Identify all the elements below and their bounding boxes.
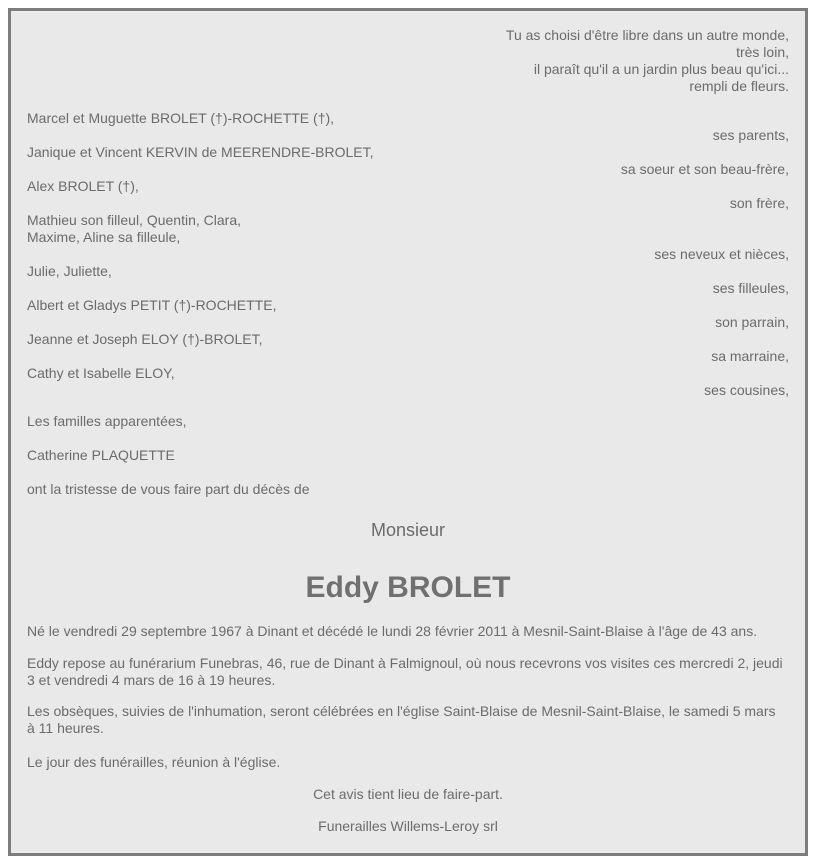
birth-death-paragraph: Né le vendredi 29 septembre 1967 à Dinant et décédé le lundi 28 février 2011 à Mesnil-Saint-Blaise à l'âge de 43 ans.	[27, 623, 758, 639]
notice-text: Cet avis tient lieu de faire-part.	[313, 786, 503, 802]
family-names: Julie, Juliette,	[27, 263, 112, 279]
family-relation: ses cousines,	[704, 382, 789, 398]
poem-line: Tu as choisi d'être libre dans un autre monde,	[505, 27, 789, 43]
funeral-paragraph: Les obsèques, suivies de l'inhumation, seront célébrées en l'église Saint-Blaise de Mesnil-Saint-Blaise, le samedi 5 mars à 11 heures.	[27, 703, 776, 736]
friend-name: Catherine PLAQUETTE	[27, 447, 175, 463]
obituary-card	[8, 8, 808, 856]
family-names: Cathy et Isabelle ELOY,	[27, 365, 175, 381]
family-relation: sa soeur et son beau-frère,	[620, 161, 789, 177]
deceased-title: Monsieur	[370, 520, 446, 540]
poem-line: très loin,	[736, 44, 789, 60]
family-names: Maxime, Aline sa filleule,	[27, 229, 181, 245]
deceased-name: Eddy BROLET	[305, 571, 511, 604]
family-relation: son parrain,	[715, 314, 789, 330]
poem-line: il paraît qu'il a un jardin plus beau qu'ici...	[533, 61, 789, 77]
family-relation: ses parents,	[712, 127, 789, 143]
family-names: Jeanne et Joseph ELOY (†)-BROLET,	[27, 331, 263, 347]
funeral-home-name: Funerailles Willems-Leroy srl	[318, 818, 498, 834]
family-names: Albert et Gladys PETIT (†)-ROCHETTE,	[27, 297, 277, 313]
visits-paragraph: Eddy repose au funérarium Funebras, 46, rue de Dinant à Falmignoul, où nous recevrons vos visites ces mercredi 2, jeudi 3 et vendredi 4 mars de 16 à 19 heures.	[27, 655, 783, 688]
family-names: Marcel et Muguette BROLET (†)-ROCHETTE (†),	[27, 110, 335, 126]
poem-line: rempli de fleurs.	[689, 78, 789, 94]
extended-family: Les familles apparentées,	[27, 413, 187, 429]
family-relation: sa marraine,	[711, 348, 789, 364]
family-relation: ses neveux et nièces,	[654, 246, 789, 262]
family-names: Alex BROLET (†),	[27, 178, 139, 194]
family-names: Mathieu son filleul, Quentin, Clara,	[27, 212, 241, 228]
family-relation: son frère,	[729, 195, 789, 211]
announcement-text: ont la tristesse de vous faire part du décès de	[27, 481, 310, 497]
family-names: Janique et Vincent KERVIN de MEERENDRE-BROLET,	[27, 144, 374, 160]
meeting-paragraph: Le jour des funérailles, réunion à l'église.	[27, 754, 281, 770]
family-relation: ses filleules,	[712, 280, 789, 296]
